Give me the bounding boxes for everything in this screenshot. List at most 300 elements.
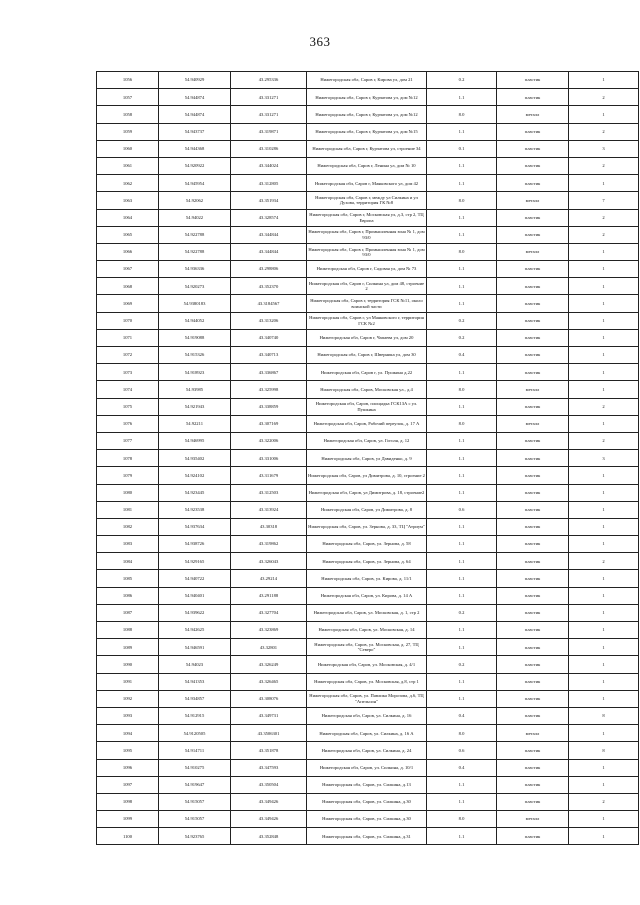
row-number-cell: 1069 [97,295,159,312]
latitude-cell: 54.940401 [159,587,231,604]
volume-cell: 1.1 [427,398,497,415]
address-cell: Нижегородская обл, Саров г, Промышленная зона № 1, дом 93/0 [307,243,427,260]
longitude-cell: 43.322006 [231,432,307,449]
latitude-cell: 54.93985 [159,381,231,398]
table-row [97,501,639,518]
table-row [97,398,639,415]
latitude-cell: 54.915057 [159,793,231,810]
container-count-cell: 2 [569,157,639,174]
table-row [97,690,639,707]
table-row [97,175,639,192]
row-number-cell: 1080 [97,484,159,501]
container-count-cell: 3 [569,450,639,467]
material-cell: пластик [497,639,569,656]
volume-cell: 1.1 [427,209,497,226]
table-row [97,278,639,295]
address-cell: Нижегородская обл, Саров, ул. Силкина, д. 16 А [307,725,427,742]
row-number-cell: 1093 [97,707,159,724]
volume-cell: 1.1 [427,587,497,604]
longitude-cell: 43.32801 [231,639,307,656]
container-count-cell: 1 [569,673,639,690]
material-cell: пластик [497,553,569,570]
material-cell: пластик [497,656,569,673]
material-cell: пластик [497,707,569,724]
material-cell: пластик [497,536,569,553]
latitude-cell: 54.920273 [159,278,231,295]
latitude-cell: 54.943737 [159,123,231,140]
container-count-cell: 1 [569,518,639,535]
row-number-cell: 1078 [97,450,159,467]
address-cell: Нижегородская обл, Саров, ул. Зернова, д. 33, ТЦ "Атриум" [307,518,427,535]
volume-cell: 1.1 [427,295,497,312]
row-number-cell: 1083 [97,536,159,553]
container-count-cell: 1 [569,467,639,484]
longitude-cell: 43.349426 [231,793,307,810]
latitude-cell: 54.920922 [159,157,231,174]
registry-table-body [97,72,639,845]
table-row [97,209,639,226]
volume-cell: 1.1 [427,467,497,484]
table-row [97,467,639,484]
row-number-cell: 1057 [97,89,159,106]
latitude-cell: 54.945954 [159,175,231,192]
address-cell: Нижегородская обл, Саров г, Чапаева ул, дом 20 [307,329,427,346]
row-number-cell: 1059 [97,123,159,140]
address-cell: Нижегородская обл, Саров, ул. Московская, д. 4/1 [307,656,427,673]
address-cell: Нижегородская обл, Саров, ул Димитрова, д. 8 [307,501,427,518]
volume-cell: 8.0 [427,106,497,123]
container-count-cell: 2 [569,226,639,243]
latitude-cell: 54.92211 [159,415,231,432]
volume-cell: 1.1 [427,261,497,278]
container-count-cell: 1 [569,587,639,604]
material-cell: пластик [497,518,569,535]
material-cell: пластик [497,72,569,89]
material-cell: пластик [497,622,569,639]
volume-cell: 1.1 [427,622,497,639]
container-count-cell: 1 [569,106,639,123]
material-cell: пластик [497,484,569,501]
row-number-cell: 1073 [97,364,159,381]
volume-cell: 1.1 [427,226,497,243]
container-count-cell: 1 [569,415,639,432]
row-number-cell: 1060 [97,140,159,157]
address-cell: Нижегородская обл, Саров, Рабочий переулок, д. 17 А [307,415,427,432]
address-cell: Нижегородская обл, Саров г, Шверника ул, дом 30 [307,347,427,364]
material-cell: пластик [497,312,569,329]
latitude-cell: 54.922788 [159,226,231,243]
material-cell: пластик [497,89,569,106]
longitude-cell: 43.3506301 [231,725,307,742]
container-count-cell: 1 [569,364,639,381]
latitude-cell: 54.94022 [159,209,231,226]
material-cell: металл [497,415,569,432]
longitude-cell: 43.352370 [231,278,307,295]
longitude-cell: 43.350504 [231,776,307,793]
address-cell: Нижегородская обл, Саров, ул. Силкина, д.31 [307,828,427,845]
volume-cell: 8.0 [427,381,497,398]
address-cell: Нижегородская обл, Саров г, Курчатова ул, строение 34 [307,140,427,157]
table-row [97,604,639,621]
container-count-cell: 1 [569,381,639,398]
latitude-cell: 54.937634 [159,518,231,535]
latitude-cell: 54.918923 [159,364,231,381]
material-cell: пластик [497,467,569,484]
row-number-cell: 1065 [97,226,159,243]
latitude-cell: 54.923445 [159,484,231,501]
longitude-cell: 43.313206 [231,312,307,329]
page-number: 363 [309,34,331,49]
container-count-cell: 1 [569,175,639,192]
material-cell: металл [497,106,569,123]
latitude-cell: 54.9380183 [159,295,231,312]
container-count-cell: 1 [569,622,639,639]
table-row [97,570,639,587]
volume-cell: 1.1 [427,828,497,845]
longitude-cell: 43.326465 [231,673,307,690]
latitude-cell: 54.944874 [159,106,231,123]
row-number-cell: 1061 [97,157,159,174]
volume-cell: 1.1 [427,536,497,553]
volume-cell: 0.2 [427,329,497,346]
longitude-cell: 43.338859 [231,398,307,415]
material-cell: пластик [497,759,569,776]
table-row [97,811,639,828]
material-cell: пластик [497,828,569,845]
table-row [97,261,639,278]
volume-cell: 0.2 [427,72,497,89]
container-count-cell: 1 [569,243,639,260]
container-count-cell: 1 [569,72,639,89]
container-count-cell: 1 [569,278,639,295]
row-number-cell: 1094 [97,725,159,742]
row-number-cell: 1063 [97,192,159,209]
table-row [97,123,639,140]
volume-cell: 1.1 [427,484,497,501]
material-cell: металл [497,243,569,260]
volume-cell: 1.1 [427,450,497,467]
row-number-cell: 1084 [97,553,159,570]
volume-cell: 1.1 [427,793,497,810]
latitude-cell: 54.915057 [159,811,231,828]
container-count-cell: 1 [569,295,639,312]
address-cell: Нижегородская обл, Саров, ул. Павлика Морозова, д.6, ТЦ "Апельсин" [307,690,427,707]
container-count-cell: 1 [569,501,639,518]
row-number-cell: 1077 [97,432,159,449]
latitude-cell: 54.940929 [159,72,231,89]
material-cell: металл [497,811,569,828]
address-cell: Нижегородская обл, Саров, ул. Силкина, д. 10/1 [307,759,427,776]
table-row [97,536,639,553]
row-number-cell: 1074 [97,381,159,398]
row-number-cell: 1076 [97,415,159,432]
row-number-cell: 1099 [97,811,159,828]
row-number-cell: 1086 [97,587,159,604]
longitude-cell: 43.319871 [231,123,307,140]
row-number-cell: 1056 [97,72,159,89]
material-cell: пластик [497,587,569,604]
registry-table [96,71,639,845]
address-cell: Нижегородская обл, Саров, Московская ул., д.4 [307,381,427,398]
volume-cell: 0.4 [427,759,497,776]
longitude-cell: 43.328574 [231,209,307,226]
table-row [97,72,639,89]
material-cell: пластик [497,347,569,364]
material-cell: пластик [497,157,569,174]
longitude-cell: 43.344844 [231,243,307,260]
address-cell: Нижегородская обл, Саров г, Маяковского ул, дом 42 [307,175,427,192]
container-count-cell: 1 [569,536,639,553]
material-cell: металл [497,192,569,209]
longitude-cell: 43.326043 [231,553,307,570]
table-row [97,553,639,570]
volume-cell: 0.4 [427,707,497,724]
container-count-cell: 2 [569,432,639,449]
material-cell: пластик [497,793,569,810]
container-count-cell: 2 [569,793,639,810]
latitude-cell: 54.94023 [159,656,231,673]
address-cell: Нижегородская обл, Саров г, Силкина ул, дом 48, строение 2 [307,278,427,295]
longitude-cell: 43.326249 [231,656,307,673]
longitude-cell: 43.351878 [231,742,307,759]
volume-cell: 0.2 [427,312,497,329]
row-number-cell: 1071 [97,329,159,346]
address-cell: Нижегородская обл, Саров, ул. Силкина, д.13 [307,776,427,793]
table-row [97,622,639,639]
table-row [97,639,639,656]
row-number-cell: 1058 [97,106,159,123]
row-number-cell: 1068 [97,278,159,295]
latitude-cell: 54.921943 [159,398,231,415]
material-cell: пластик [497,604,569,621]
address-cell: Нижегородская обл, Саров, ул. Московская, д. 1, стр 2 [307,604,427,621]
latitude-cell: 54.924102 [159,467,231,484]
longitude-cell: 43.319862 [231,536,307,553]
latitude-cell: 54.919647 [159,776,231,793]
volume-cell: 1.1 [427,175,497,192]
table-row [97,759,639,776]
longitude-cell: 43.331271 [231,106,307,123]
volume-cell: 1.1 [427,690,497,707]
address-cell: Нижегородская обл, Саров г, ул. Пушкина д.22 [307,364,427,381]
row-number-cell: 1091 [97,673,159,690]
longitude-cell: 43.344024 [231,157,307,174]
container-count-cell: 2 [569,209,639,226]
row-number-cell: 1089 [97,639,159,656]
table-row [97,450,639,467]
material-cell: пластик [497,501,569,518]
address-cell: Нижегородская обл, Саров г, Курчатова ул, дом №12 [307,89,427,106]
volume-cell: 0.1 [427,140,497,157]
latitude-cell: 54.935402 [159,450,231,467]
container-count-cell: 1 [569,811,639,828]
table-row [97,381,639,398]
longitude-cell: 43.336867 [231,364,307,381]
row-number-cell: 1085 [97,570,159,587]
material-cell: пластик [497,432,569,449]
container-count-cell: 1 [569,776,639,793]
latitude-cell: 54.940722 [159,570,231,587]
table-row [97,484,639,501]
table-row [97,192,639,209]
row-number-cell: 1067 [97,261,159,278]
latitude-cell: 54.944874 [159,89,231,106]
address-cell: Нижегородская обл, Саров г, Ленина ул, дом № 10 [307,157,427,174]
longitude-cell: 43.291188 [231,587,307,604]
container-count-cell: 1 [569,570,639,587]
volume-cell: 0.2 [427,604,497,621]
row-number-cell: 1097 [97,776,159,793]
volume-cell: 0.6 [427,742,497,759]
longitude-cell: 43.29214 [231,570,307,587]
address-cell: Нижегородская обл, Саров, площадка ГСК13А с ул. Пушкина [307,398,427,415]
volume-cell: 8.0 [427,415,497,432]
longitude-cell: 43.323869 [231,622,307,639]
material-cell: пластик [497,690,569,707]
longitude-cell: 43.298806 [231,261,307,278]
address-cell: Нижегородская обл, Саров, ул Давиденко, д. 9 [307,450,427,467]
table-row [97,415,639,432]
row-number-cell: 1088 [97,622,159,639]
row-number-cell: 1087 [97,604,159,621]
address-cell: Нижегородская обл, Саров г, Курчатова ул, дом №15 [307,123,427,140]
container-count-cell: 3 [569,140,639,157]
longitude-cell: 43.312805 [231,175,307,192]
latitude-cell: 54.944368 [159,140,231,157]
row-number-cell: 1092 [97,690,159,707]
row-number-cell: 1075 [97,398,159,415]
longitude-cell: 43.295336 [231,72,307,89]
latitude-cell: 54.939622 [159,604,231,621]
volume-cell: 8.0 [427,811,497,828]
material-cell: пластик [497,742,569,759]
address-cell: Нижегородская обл, Саров, ул Димитрова, д. 10, строение 2 [307,467,427,484]
container-count-cell: 1 [569,656,639,673]
table-row [97,587,639,604]
material-cell: пластик [497,776,569,793]
container-count-cell: 1 [569,347,639,364]
container-count-cell: 2 [569,398,639,415]
container-count-cell: 1 [569,261,639,278]
material-cell: металл [497,381,569,398]
address-cell: Нижегородская обл, Саров г, Садовая ул, дом № 73 [307,261,427,278]
latitude-cell: 54.938726 [159,536,231,553]
row-number-cell: 1064 [97,209,159,226]
volume-cell: 1.1 [427,364,497,381]
table-row [97,828,639,845]
longitude-cell: 43.30318 [231,518,307,535]
container-count-cell: 1 [569,312,639,329]
longitude-cell: 43.308076 [231,690,307,707]
volume-cell: 1.1 [427,570,497,587]
address-cell: Нижегородская обл, Саров г, ул Маяковского г, территория ГСК №2 [307,312,427,329]
latitude-cell: 54.923765 [159,828,231,845]
container-count-cell: 1 [569,639,639,656]
longitude-cell: 43.347593 [231,759,307,776]
table-row [97,106,639,123]
table-row [97,518,639,535]
volume-cell: 0.2 [427,656,497,673]
address-cell: Нижегородская обл, Саров г, Промышленная зона № 1, дом 93/0 [307,226,427,243]
container-count-cell: 1 [569,725,639,742]
container-count-cell: 7 [569,192,639,209]
row-number-cell: 1090 [97,656,159,673]
address-cell: Нижегородская обл, Саров, ул. Гоголя, д. 12 [307,432,427,449]
table-row [97,89,639,106]
row-number-cell: 1098 [97,793,159,810]
material-cell: пластик [497,261,569,278]
row-number-cell: 1070 [97,312,159,329]
table-row [97,432,639,449]
latitude-cell: 54.929165 [159,553,231,570]
address-cell: Нижегородская обл, Саров г, территория ГСК №11, около воинской части [307,295,427,312]
material-cell: пластик [497,140,569,157]
volume-cell: 8.0 [427,243,497,260]
row-number-cell: 1079 [97,467,159,484]
table-row [97,243,639,260]
material-cell: пластик [497,329,569,346]
container-count-cell: 1 [569,828,639,845]
address-cell: Нижегородская обл, Саров, ул. Зернова, д. 58 [307,536,427,553]
address-cell: Нижегородская обл, Саров, ул. Силкина, д.30 [307,793,427,810]
row-number-cell: 1062 [97,175,159,192]
address-cell: Нижегородская обл, Саров, ул. Кирова, д. 11/1 [307,570,427,587]
table-row [97,140,639,157]
container-count-cell: 1 [569,759,639,776]
longitude-cell: 43.307169 [231,415,307,432]
latitude-cell: 54.915326 [159,347,231,364]
volume-cell: 1.1 [427,89,497,106]
table-row [97,707,639,724]
latitude-cell: 54.944052 [159,312,231,329]
volume-cell: 1.1 [427,432,497,449]
address-cell: Нижегородская обл, Саров, ул. Московская, д. 14 [307,622,427,639]
container-count-cell: 1 [569,604,639,621]
volume-cell: 1.1 [427,639,497,656]
container-count-cell: 1 [569,690,639,707]
latitude-cell: 54.923538 [159,501,231,518]
material-cell: пластик [497,398,569,415]
address-cell: Нижегородская обл, Саров, ул. Зернова, д. 64 [307,553,427,570]
row-number-cell: 1095 [97,742,159,759]
latitude-cell: 54.910275 [159,759,231,776]
address-cell: Нижегородская обл, Саров, ул. Силкина, д. 24 [307,742,427,759]
volume-cell: 0.6 [427,501,497,518]
material-cell: пластик [497,175,569,192]
volume-cell: 1.1 [427,157,497,174]
latitude-cell: 54.936336 [159,261,231,278]
container-count-cell: 2 [569,123,639,140]
material-cell: пластик [497,364,569,381]
address-cell: Нижегородская обл, Саров г, Кирова ул, дом 21 [307,72,427,89]
latitude-cell: 54.942625 [159,622,231,639]
table-row [97,226,639,243]
container-count-cell: 2 [569,553,639,570]
latitude-cell: 54.912915 [159,707,231,724]
longitude-cell: 43.349731 [231,707,307,724]
table-row [97,347,639,364]
volume-cell: 1.1 [427,553,497,570]
material-cell: пластик [497,450,569,467]
longitude-cell: 43.325998 [231,381,307,398]
material-cell: металл [497,725,569,742]
address-cell: Нижегородская обл, Саров, ул. Московская, д. 27, ТЦ "Северо" [307,639,427,656]
row-number-cell: 1081 [97,501,159,518]
latitude-cell: 54.914711 [159,742,231,759]
address-cell: Нижегородская обл, Саров г, Московская ул, д.3, стр 2, ТЦ Европа [307,209,427,226]
table-row [97,157,639,174]
row-number-cell: 1066 [97,243,159,260]
